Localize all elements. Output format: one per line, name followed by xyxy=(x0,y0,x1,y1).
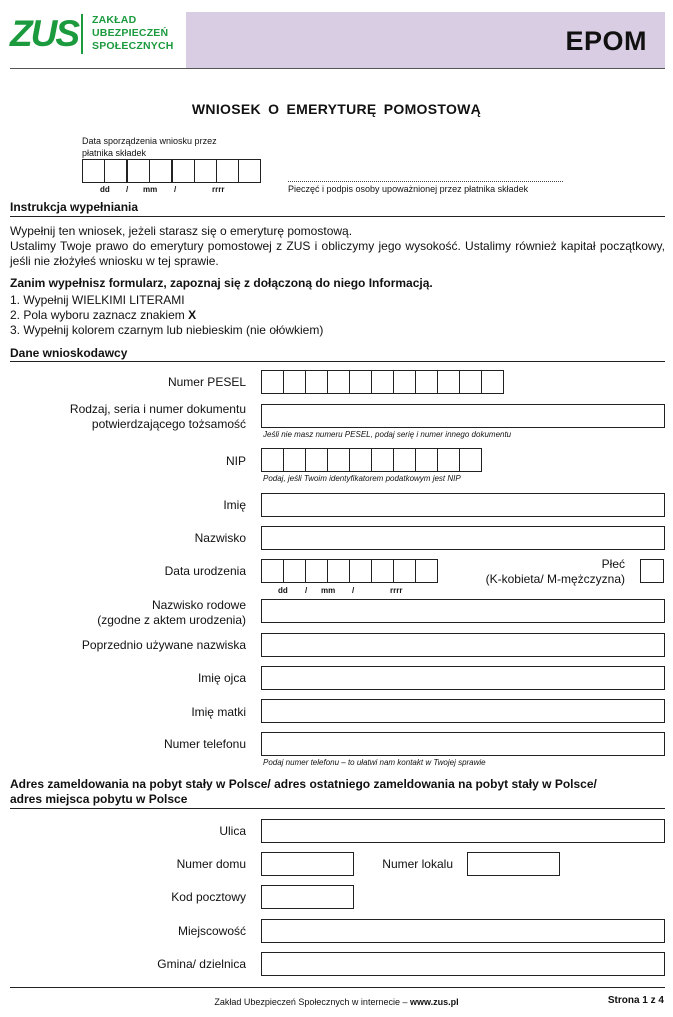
nip-cell[interactable] xyxy=(261,448,284,472)
instructions-text xyxy=(10,224,665,269)
phone-note: Podaj numer telefonu – to ułatwi nam kontakt w Twojej sprawie xyxy=(263,758,486,767)
birth-date-cell[interactable] xyxy=(283,559,306,583)
address-heading-1: Adres zameldowania na pobyt stały w Polsce/ adres ostatniego zameldowania na pobyt stały w Polsce/ xyxy=(10,777,597,791)
date-cell[interactable] xyxy=(149,159,172,183)
postcode-label: Kod pocztowy xyxy=(171,890,246,904)
mother-name-input[interactable] xyxy=(261,699,665,723)
nip-input[interactable] xyxy=(261,448,482,472)
instructions-para-1: Wypełnij ten wniosek, jeżeli starasz się o emeryturę pomostową. xyxy=(10,224,353,238)
nip-cell[interactable] xyxy=(415,448,438,472)
nip-cell[interactable] xyxy=(283,448,306,472)
logo-divider xyxy=(81,14,83,54)
nip-cell[interactable] xyxy=(371,448,394,472)
date-cell[interactable] xyxy=(82,159,105,183)
birth-dd-hint: dd xyxy=(278,586,288,595)
birth-date-cell[interactable] xyxy=(415,559,438,583)
date-dd-hint: dd xyxy=(100,185,110,194)
address-heading-2: adres miejsca pobytu w Polsce xyxy=(10,792,188,806)
pesel-cell[interactable] xyxy=(393,370,416,394)
pesel-cell[interactable] xyxy=(305,370,328,394)
instructions-list xyxy=(10,293,323,338)
birth-sep: / xyxy=(352,586,355,595)
pesel-cell[interactable] xyxy=(459,370,482,394)
birth-sep: / xyxy=(305,586,308,595)
id-document-label xyxy=(70,402,246,432)
house-number-input[interactable] xyxy=(261,852,354,876)
list-item xyxy=(10,308,323,323)
form-code: EPOM xyxy=(565,26,647,56)
stamp-signature-line[interactable] xyxy=(288,181,563,182)
list-item: 1. Wypełnij WIELKIMI LITERAMI xyxy=(10,293,185,307)
birth-yyyy-hint: rrrr xyxy=(390,586,403,595)
city-input[interactable] xyxy=(261,919,665,943)
x-mark: X xyxy=(188,308,197,322)
nip-cell[interactable] xyxy=(393,448,416,472)
id-document-input[interactable] xyxy=(261,404,665,428)
pesel-label: Numer PESEL xyxy=(167,375,246,389)
date-cell[interactable] xyxy=(238,159,261,183)
applicant-heading: Dane wnioskodawcy xyxy=(10,346,128,360)
birth-date-label: Data urodzenia xyxy=(164,564,246,578)
flat-number-input[interactable] xyxy=(467,852,560,876)
date-sep: / xyxy=(126,185,129,194)
zus-logo xyxy=(10,12,180,58)
instructions-para-2: Ustalimy Twoje prawo do emerytury pomostowej z ZUS i obliczymy jego wysokość. Ustalimy również kapitał początkowy, jeśli nie złożyłeś wniosku w tej sprawie. xyxy=(10,239,665,268)
birth-date-cell[interactable] xyxy=(371,559,394,583)
date-cell[interactable] xyxy=(172,159,195,183)
logo-line-1: ZAKŁAD xyxy=(92,14,137,26)
footer-caption: Zakład Ubezpieczeń Społecznych w internecie – xyxy=(214,997,410,1007)
preparation-date-field[interactable] xyxy=(82,159,261,183)
pesel-cell[interactable] xyxy=(481,370,504,394)
surname-label: Nazwisko xyxy=(194,531,246,545)
page-title: WNIOSEK O EMERYTURĘ POMOSTOWĄ xyxy=(191,101,482,117)
birth-date-cell[interactable] xyxy=(349,559,372,583)
sex-input[interactable] xyxy=(640,559,664,583)
street-input[interactable] xyxy=(261,819,665,843)
nip-cell[interactable] xyxy=(305,448,328,472)
logo-line-2: UBEZPIECZEŃ xyxy=(92,27,169,39)
district-input[interactable] xyxy=(261,952,665,976)
logo-text xyxy=(92,14,174,53)
pesel-cell[interactable] xyxy=(415,370,438,394)
phone-input[interactable] xyxy=(261,732,665,756)
father-name-label: Imię ojca xyxy=(197,671,246,685)
logo-line-3: SPOŁECZNYCH xyxy=(92,40,174,52)
footer-divider xyxy=(10,987,665,988)
id-document-note: Jeśli nie masz numeru PESEL, podaj serię i numer innego dokumentu xyxy=(263,430,512,439)
birth-date-cell[interactable] xyxy=(327,559,350,583)
nip-cell[interactable] xyxy=(459,448,482,472)
date-cell[interactable] xyxy=(127,159,150,183)
address-heading xyxy=(10,777,597,807)
father-name-input[interactable] xyxy=(261,666,665,690)
pesel-cell[interactable] xyxy=(327,370,350,394)
phone-label: Numer telefonu xyxy=(163,737,246,751)
date-mm-hint: mm xyxy=(143,185,158,194)
house-number-label: Numer domu xyxy=(176,857,246,871)
city-label: Miejscowość xyxy=(177,924,246,938)
instructions-heading: Instrukcja wypełniania xyxy=(10,200,139,214)
pesel-input[interactable] xyxy=(261,370,504,394)
section-divider xyxy=(10,808,665,809)
pesel-cell[interactable] xyxy=(437,370,460,394)
footer-link[interactable]: www.zus.pl xyxy=(409,997,459,1007)
birth-date-cell[interactable] xyxy=(261,559,284,583)
pesel-cell[interactable] xyxy=(349,370,372,394)
list-item: 3. Wypełnij kolorem czarnym lub niebieskim (nie ołówkiem) xyxy=(10,323,324,337)
pesel-cell[interactable] xyxy=(283,370,306,394)
sex-label-2: (K-kobieta/ M-mężczyzna) xyxy=(485,572,625,586)
first-name-label: Imię xyxy=(223,498,246,512)
page-number: Strona 1 z 4 xyxy=(607,995,664,1006)
date-cell[interactable] xyxy=(104,159,127,183)
stamp-label: Pieczęć i podpis osoby upoważnionej przez płatnika składek xyxy=(288,184,529,194)
sex-label-1: Płeć xyxy=(601,557,625,571)
mother-name-label: Imię matki xyxy=(191,705,246,719)
first-name-input[interactable] xyxy=(261,493,665,517)
previous-names-label: Poprzednio używane nazwiska xyxy=(81,638,246,652)
instructions-bold: Zanim wypełnisz formularz, zapoznaj się z dołączoną do niego Informacją. xyxy=(10,276,433,290)
nip-label: NIP xyxy=(225,454,246,468)
list-item-text: 2. Pola wyboru zaznacz znakiem xyxy=(10,308,189,322)
family-name-label-1: Nazwisko rodowe xyxy=(151,598,246,612)
street-label: Ulica xyxy=(219,824,246,838)
previous-names-input[interactable] xyxy=(261,633,665,657)
district-label: Gmina/ dzielnica xyxy=(157,957,246,971)
pesel-cell[interactable] xyxy=(261,370,284,394)
date-cell[interactable] xyxy=(194,159,217,183)
date-cell[interactable] xyxy=(216,159,239,183)
surname-input[interactable] xyxy=(261,526,665,550)
nip-note: Podaj, jeśli Twoim identyfikatorem podatkowym jest NIP xyxy=(263,474,461,483)
family-name-label-2: (zgodne z aktem urodzenia) xyxy=(97,613,246,627)
family-name-input[interactable] xyxy=(261,599,665,623)
pesel-cell[interactable] xyxy=(371,370,394,394)
nip-cell[interactable] xyxy=(349,448,372,472)
postcode-input[interactable] xyxy=(261,885,354,909)
birth-date-cell[interactable] xyxy=(393,559,416,583)
date-sep: / xyxy=(174,185,177,194)
id-document-label-1: Rodzaj, seria i numer dokumentu xyxy=(69,402,246,416)
birth-date-cell[interactable] xyxy=(305,559,328,583)
section-divider xyxy=(10,361,665,362)
date-yyyy-hint: rrrr xyxy=(212,185,225,194)
header-band xyxy=(186,12,665,68)
date-label: Data sporządzenia wniosku przez płatnika składek xyxy=(82,136,217,158)
birth-date-input[interactable] xyxy=(261,559,438,583)
nip-cell[interactable] xyxy=(437,448,460,472)
sex-label xyxy=(486,557,625,587)
family-name-label xyxy=(97,598,246,628)
header-divider xyxy=(10,68,665,69)
flat-number-label: Numer lokalu xyxy=(382,857,453,871)
footer-text xyxy=(0,997,673,1007)
logo-mark: ZUS xyxy=(10,13,78,54)
nip-cell[interactable] xyxy=(327,448,350,472)
id-document-label-2: potwierdzającego tożsamość xyxy=(91,417,246,431)
birth-mm-hint: mm xyxy=(321,586,336,595)
section-divider xyxy=(10,216,665,217)
